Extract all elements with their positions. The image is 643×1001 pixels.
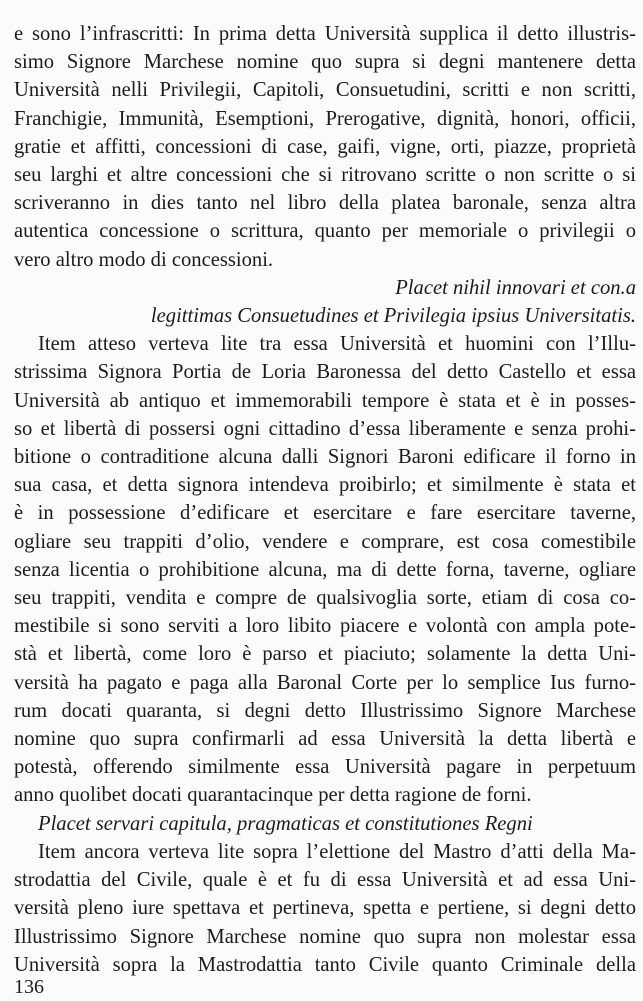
text-line: sua casa, et detta signora intendeva proibirlo; et similmente è stata et	[14, 474, 636, 497]
text-line: Placet nihil innovari et con.a	[395, 276, 636, 299]
text-line: Università nelli Privilegii, Capitoli, Consuetudini, scritti e non scritti,	[14, 79, 636, 102]
text-line: Università sopra la Mastrodattia tanto Civile quanto Criminale della	[14, 953, 636, 976]
text-line: stà et libertà, come loro è parso et piaciuto; solamente la detta Uni-	[14, 643, 636, 666]
text-line: gratie et affitti, concessioni di case, gaifi, vigne, orti, piazze, proprietà	[14, 135, 636, 158]
text-line: strodattia del Civile, quale è et fu di essa Università et ad essa Uni-	[14, 869, 636, 892]
text-line: e sono l’infrascritti: In prima detta Università supplica il detto illustris-	[14, 23, 636, 45]
text-line: seu trappiti, vendita e compre de qualsivoglia sorte, etiam di cosa co-	[14, 587, 636, 610]
page-number: 136	[14, 976, 44, 998]
text-line: scriveranno in dies tanto nel libro della platea baronale, senza altra	[14, 192, 636, 215]
text-line: vero altro modo di concessioni.	[14, 248, 274, 271]
text-line: simo Signore Marchese nomine quo supra si degni mantenere detta	[14, 51, 636, 74]
page-body-text	[14, 20, 636, 979]
text-line: mestibile si sono serviti a loro libito piacere e volontà con ampla pote-	[14, 615, 636, 638]
text-line: so et libertà di possersi ogni cittadino d’essa liberamente e senza prohi-	[14, 417, 636, 440]
text-line: Item atteso verteva lite tra essa Università et huomini con l’Illu-	[38, 333, 636, 356]
text-line: Franchigie, Immunità, Esemptioni, Prerogative, dignità, honori, officii,	[14, 107, 636, 130]
text-line: senza licentia o prohibitione alcuna, ma di dette forna, taverne, ogliare	[14, 558, 636, 581]
text-line: versità pleno iure spettava et pertineva, spetta e pertiene, si degni detto	[14, 897, 636, 920]
text-line: è in possessione d’edificare et esercitare e fare esercitare taverne,	[14, 502, 636, 525]
text-line: seu larghi et altre concessioni che si ritrovano scritte o non scritte o si	[14, 164, 636, 187]
text-line: autentica concessione o scrittura, quanto per memoriale o privilegii o	[14, 220, 636, 243]
text-line: bitione o contraditione alcuna dalli Signori Baroni edificare il forno in	[14, 446, 636, 469]
text-line: Università ab antiquo et immemorabili tempore è stata et è in posses-	[14, 389, 636, 412]
text-line: Placet servari capitula, pragmaticas et constitutiones Regni	[38, 812, 533, 835]
text-line: versità ha pagato e paga alla Baronal Corte per lo semplice Ius furno-	[14, 671, 636, 694]
text-line: ogliare seu trappiti d’olio, vendere e comprare, est cosa comestibile	[14, 530, 636, 553]
text-line: anno quolibet docati quarantacinque per detta ragione de forni.	[14, 784, 532, 807]
text-line: rum docati quaranta, si degni detto Illustrissimo Signore Marchese	[14, 699, 636, 722]
text-line: Illustrissimo Signore Marchese nomine quo supra non molestar essa	[14, 925, 636, 948]
text-line: potestà, offerendo similmente essa Università pagare in perpetuum	[14, 756, 636, 779]
text-line: legittimas Consuetudines et Privilegia ipsius Universitatis.	[150, 305, 636, 328]
text-line: Item ancora verteva lite sopra l’elettione del Mastro d’atti della Ma-	[38, 840, 636, 863]
text-line: strissima Signora Portia de Loria Baronessa del detto Castello et essa	[14, 361, 636, 384]
text-line: nomine quo supra confirmarli ad essa Università la detta libertà e	[14, 728, 636, 751]
